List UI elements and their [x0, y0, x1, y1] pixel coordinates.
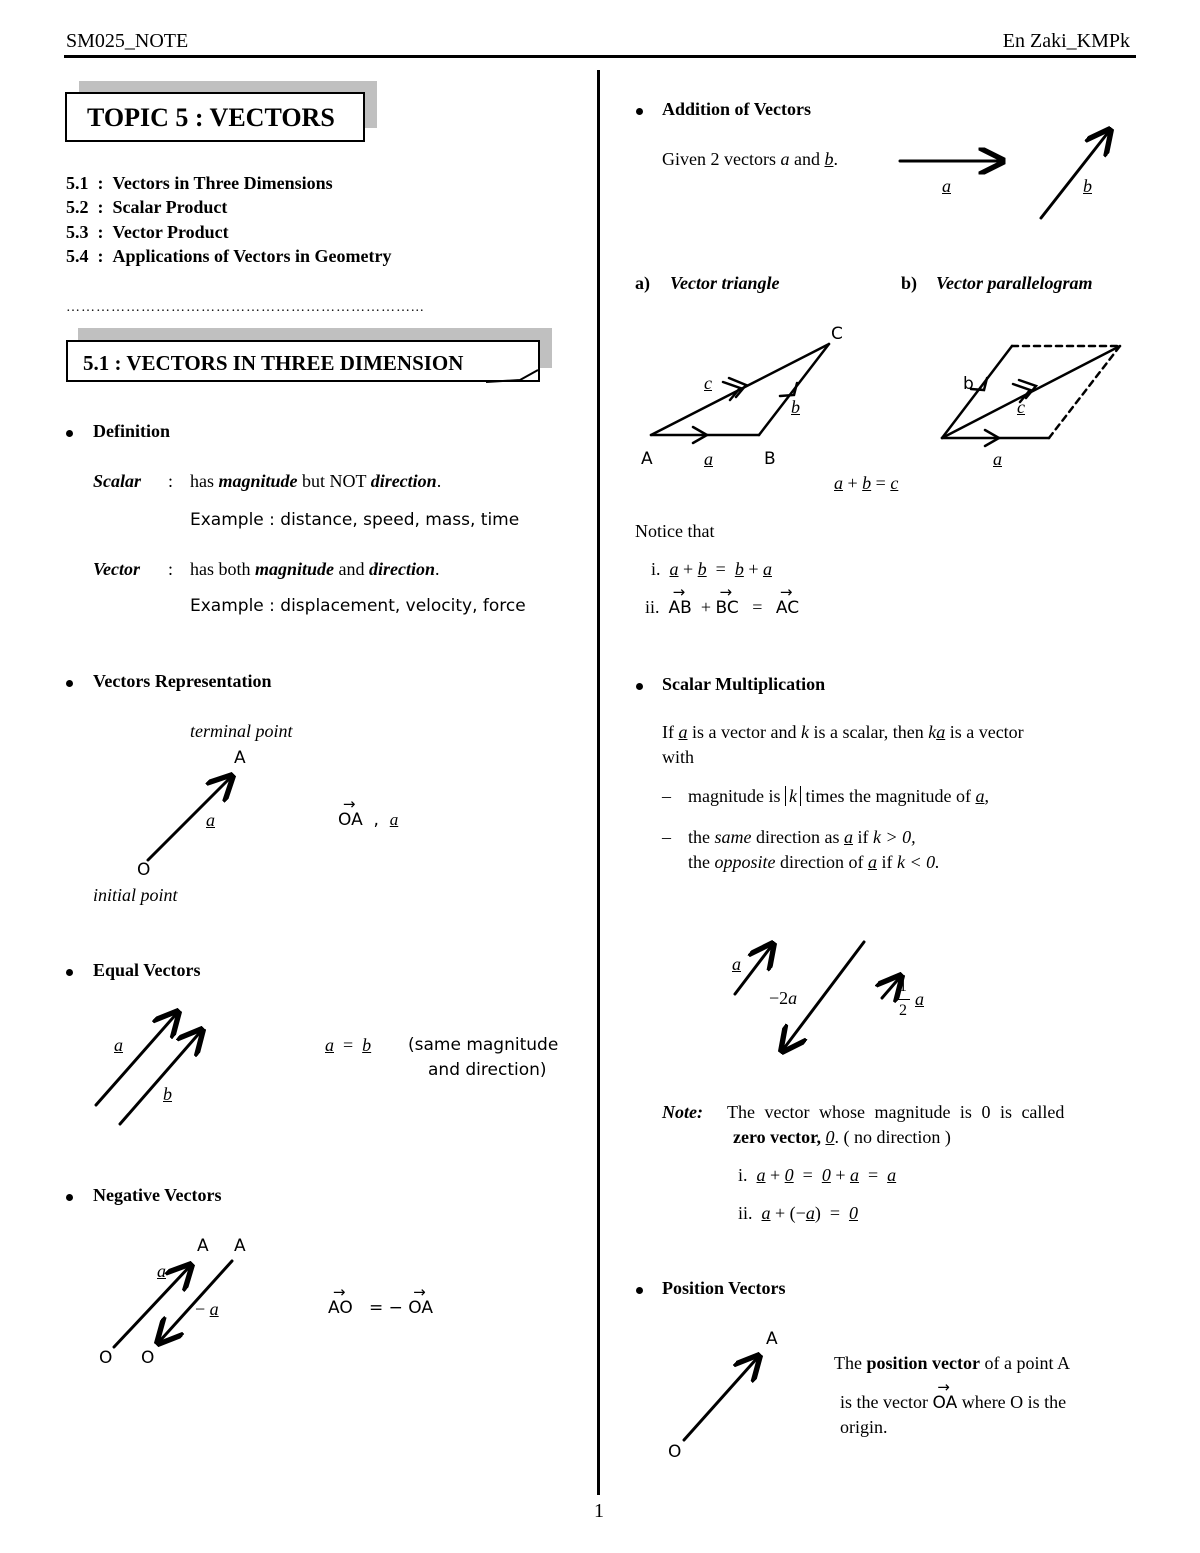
vector-term: Vector: [93, 559, 140, 579]
neg-point-o2: O: [141, 1348, 155, 1368]
equal-equation: a = b: [325, 1035, 372, 1055]
triangle-marker: a): [635, 273, 650, 293]
representation-arrow: [148, 776, 232, 860]
toc-item[interactable]: 5.4 : Applications of Vectors in Geometry: [66, 246, 392, 266]
magnitude-rule: magnitude is k times the magnitude of a,: [688, 786, 989, 806]
topic-title: TOPIC 5 : VECTORS: [87, 103, 335, 132]
equal-vectors-heading: Equal Vectors: [93, 960, 201, 980]
point-a-label: A: [234, 748, 246, 768]
addition-heading: Addition of Vectors: [662, 99, 812, 119]
parallelogram-marker: b): [901, 273, 918, 293]
scalar-mult-heading: Scalar Multiplication: [662, 674, 826, 694]
equal-a-label: a: [114, 1035, 123, 1055]
given-vector-a-label: a: [942, 176, 951, 196]
scalar-fig-a: a: [732, 954, 741, 974]
scalar-fig-half-den: 2: [899, 1002, 907, 1019]
equal-note-line2: and direction): [428, 1060, 547, 1080]
neg-equation: → AO = − → OA: [328, 1298, 433, 1318]
oa-notation: → OA , a: [338, 810, 398, 830]
neg-vector-a: a: [157, 1261, 166, 1281]
scalar-example: Example : distance, speed, mass, time: [190, 510, 520, 530]
triangle-point-a: A: [641, 449, 653, 469]
triangle-point-c: C: [831, 324, 843, 344]
vector-example: Example : displacement, velocity, force: [190, 596, 526, 616]
toc-item[interactable]: 5.1 : Vectors in Three Dimensions: [66, 173, 333, 193]
opposite-direction-rule: the opposite direction of a if k < 0.: [688, 852, 940, 872]
scalar-fig-half-a: a: [915, 989, 924, 1009]
zero-identity-2: ii. a + (−a) = 0: [738, 1203, 858, 1223]
position-text-line2: is the vector → OA where O is the: [840, 1392, 1066, 1413]
equal-arrow-b: [120, 1030, 202, 1124]
section-title: 5.1 : VECTORS IN THREE DIMENSION: [83, 351, 464, 375]
position-point-a: A: [766, 1329, 778, 1349]
scalar-arrow-minus2a: [782, 942, 864, 1051]
equal-arrow-a: [96, 1012, 178, 1105]
colon: :: [168, 471, 174, 491]
scalar-mult-with: with: [662, 747, 695, 767]
negative-vectors-heading: Negative Vectors: [93, 1185, 222, 1205]
zero-vector-line: zero vector, 0. ( no direction ): [733, 1127, 951, 1147]
neg-point-a2: A: [234, 1236, 246, 1256]
position-text-line1: The position vector of a point A: [834, 1353, 1070, 1373]
header-right: En Zaki_KMPk: [1002, 30, 1130, 52]
note-label: Note:: [662, 1102, 703, 1122]
toc-item[interactable]: 5.3 : Vector Product: [66, 222, 229, 242]
triangle-point-b: B: [764, 449, 776, 469]
zero-identity-1: i. a + 0 = 0 + a = a: [738, 1165, 897, 1185]
addition-given-text: Given 2 vectors a and b.: [662, 149, 838, 169]
scalar-arrow-a: [735, 944, 773, 994]
neg-point-o1: O: [99, 1348, 113, 1368]
vector-parallelogram-label: Vector parallelogram: [936, 273, 1093, 293]
scalar-fig-half-num: 1: [899, 978, 907, 995]
commutative-law: i. a + b = b + a: [651, 559, 772, 579]
triangle-a-label: a: [704, 449, 713, 469]
toc-item[interactable]: 5.2 : Scalar Product: [66, 197, 228, 217]
vector-definition: has both magnitude and direction.: [190, 559, 440, 579]
vector-parallelogram-diagram: [942, 346, 1120, 446]
representation-heading: Vectors Representation: [93, 671, 272, 691]
equal-note-line1: (same magnitude: [408, 1035, 559, 1055]
scalar-fig-minus2a: −2a: [769, 988, 798, 1008]
dash: –: [662, 786, 671, 806]
triangle-b-label: b: [791, 397, 800, 417]
vector-a-label: a: [206, 810, 215, 830]
position-point-o: O: [668, 1442, 682, 1462]
neg-vector-minus-a: − a: [195, 1299, 219, 1319]
note-text: The vector whose magnitude is 0 is called: [727, 1102, 1065, 1122]
definition-heading: Definition: [93, 421, 171, 441]
neg-arrow-a: [114, 1265, 191, 1347]
header-left: SM025_NOTE: [66, 30, 189, 52]
equal-b-label: b: [163, 1084, 172, 1104]
parallelogram-b-label: b: [963, 374, 974, 394]
position-text-line3: origin.: [840, 1417, 888, 1437]
same-direction-rule: the same direction as a if k > 0,: [688, 827, 916, 847]
vector-triangle-label: Vector triangle: [670, 273, 780, 293]
sum-equation: a + b = c: [834, 473, 899, 493]
point-o-label: O: [137, 860, 151, 880]
triangle-law: ii. → AB + → BC = → AC: [645, 597, 799, 618]
scalar-term: Scalar: [93, 471, 142, 491]
dash: –: [662, 827, 671, 847]
scalar-mult-intro: If a is a vector and k is a scalar, then ka is a vector: [662, 722, 1024, 742]
colon: :: [168, 559, 174, 579]
position-vectors-heading: Position Vectors: [662, 1278, 786, 1298]
vector-triangle-diagram: [651, 344, 829, 443]
dotted-separator: ……………………………………………………………...: [66, 300, 425, 315]
terminal-point-label: terminal point: [190, 721, 293, 741]
parallelogram-a-label: a: [993, 449, 1002, 469]
given-vector-b-label: b: [1083, 176, 1092, 196]
neg-point-a1: A: [197, 1236, 209, 1256]
scalar-arrow-half-a: [882, 976, 901, 998]
triangle-c-label: c: [704, 373, 712, 393]
neg-arrow-minus-a: [158, 1261, 232, 1343]
section-box-hook: [486, 370, 538, 382]
scalar-definition: has magnitude but NOT direction.: [190, 471, 442, 491]
page-number: 1: [594, 1500, 604, 1522]
given-arrow-b: [1041, 130, 1110, 218]
position-arrow: [684, 1356, 759, 1440]
initial-point-label: initial point: [93, 885, 178, 905]
parallelogram-c-label: c: [1017, 397, 1025, 417]
notice-that: Notice that: [635, 521, 715, 541]
